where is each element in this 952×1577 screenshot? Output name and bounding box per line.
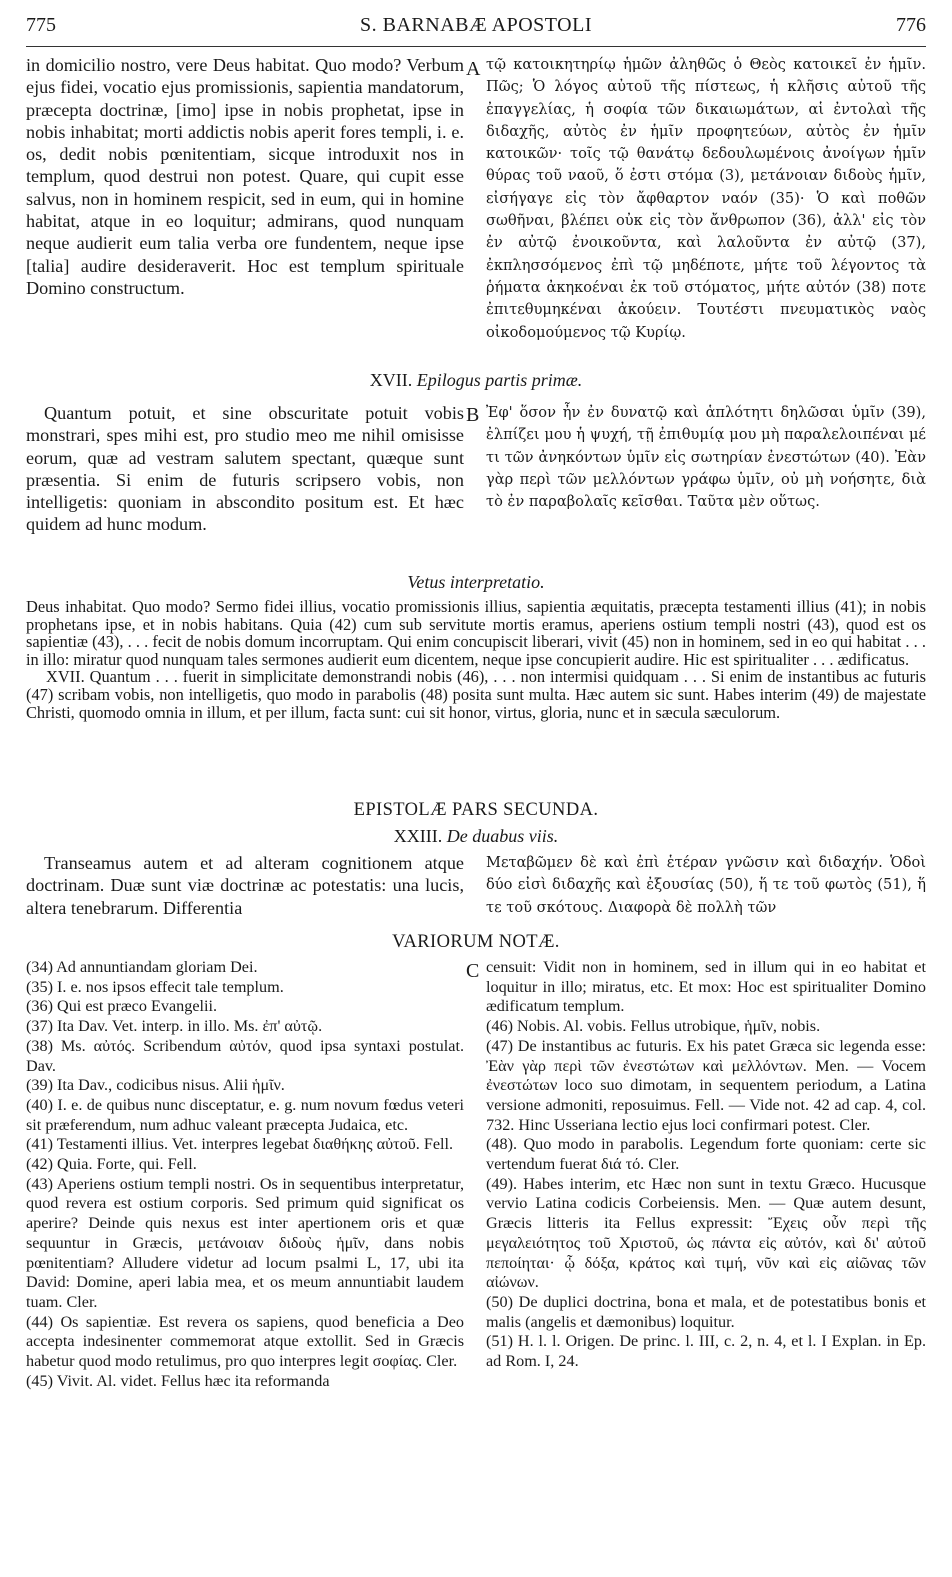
latin-column-section-3 bbox=[26, 852, 464, 919]
footnote: (51) H. l. l. Origen. De princ. l. III, c. 2, n. 4, et l. I Explan. in Ep. ad Rom. I, 24. bbox=[486, 1332, 926, 1371]
latin-column-section-2 bbox=[26, 402, 464, 536]
latin-paragraph: Transeamus autem et ad alteram cognitionem atque doctrinam. Duæ sunt viæ doctrinæ ac potestatis: una lucis, altera tenebrarum. Differentia bbox=[26, 853, 464, 918]
latin-paragraph: in domicilio nostro, vere Deus habitat. Quo modo? Verbum ejus fidei, vocatio ejus promissionis, sapientia mandatorum, præcepta doctrinæ, [imo] ipse in nobis prophetat, ipse in nobis inhabitat; morti addictis nobis aperit fores templi, i. e. os, dedit nobis pœnitentiam, sicque introduxit nos in templum, quod destrui non potest. Quare, qui cupit esse salvus, non in hominem respicit, sed in eum, qui in homine habitat, atque in eo loquitur; admirans, quod nunquam neque audierit eum talia verba ore fundentem, neque ipse [talia] audire desideraverit. Hoc est templum spirituale Domino constructum. bbox=[26, 55, 464, 298]
greek-column-section-1 bbox=[486, 54, 926, 344]
vetus-interpretatio-block bbox=[26, 598, 926, 721]
notes-left-column bbox=[26, 958, 464, 1391]
notes-heading: VARIORUM NOTÆ. bbox=[392, 932, 560, 952]
chapter-title: Epilogus partis primæ. bbox=[416, 370, 583, 390]
footnote: (43) Aperiens ostium templi nostri. Os in sequentibus interpretatur, quod revera est ostium corporis. Sed primum quid significat os aperire? Deinde quis nexus est inter apertionem oris et quæ sequuntur in Græcis, μετάνοιαν διδοὺς ἡμῖν, dans nobis pœnitentiam? Alludere videtur ad locum psalmi L, 17, ubi ita David: Domine, aperi labia mea, et os meum annuntiabit laudem tuam. Cler. bbox=[26, 1174, 464, 1311]
vetus-paragraph-2: XVII. Quantum . . . fuerit in simplicitate demonstrandi nobis (46), . . . non intermisi quidquam . . . Si enim de instantibus ac futuris (47) scribam vobis, non intelligetis, quo modo in parabolis (48) posita sunt multa. Hæc autem sic sunt. Habes interim (49) de majestate Christi, quomodo omnia in illum, et per illum, facta sunt: cui sit honor, virtus, gloria, nunc et in sæcula sæculorum. bbox=[26, 667, 926, 722]
footnote: (47) De instantibus ac futuris. Ex his patet Græca sic legenda esse: Ἐὰν γὰρ περὶ τῶν ἐνεστώτων καὶ μελλόντων. Men. — Vocem ἐνεστώτων loco suo dimotam, in sequentem periodum, a Latina versione admoniti, reposuimus. Fell. — Vide not. 42 ad cap. 4, col. 732. Hinc Usseriana lectio ejus loci confirmari potest. Cler. bbox=[486, 1036, 926, 1134]
right-page-number: 776 bbox=[896, 14, 926, 36]
page-header bbox=[26, 14, 926, 42]
chapter-title: De duabus viis. bbox=[446, 826, 559, 846]
footnote: (35) I. e. nos ipsos effecit tale templum. bbox=[26, 977, 284, 996]
vetus-heading: Vetus interpretatio. bbox=[407, 572, 545, 592]
margin-marker-b: B bbox=[466, 404, 480, 426]
running-title: S. BARNABÆ APOSTOLI bbox=[360, 14, 592, 36]
footnote: (34) Ad annuntiandam gloriam Dei. bbox=[26, 958, 258, 976]
margin-marker-c: C bbox=[466, 960, 480, 982]
margin-marker-a: A bbox=[466, 58, 481, 80]
footnote: (40) I. e. de quibus nunc disceptatur, e. g. num novum fœdus veteri sit præferendum, num adhuc valeant præcepta Judaica, etc. bbox=[26, 1095, 464, 1134]
chapter-heading-xxiii bbox=[0, 826, 952, 847]
latin-column-section-1 bbox=[26, 54, 464, 299]
greek-paragraph: Ἐφ' ὅσον ἦν ἐν δυνατῷ καὶ ἁπλότητι δηλῶσαι ὑμῖν (39), ἐλπίζει μου ἡ ψυχή, τῇ ἐπιθυμίᾳ μου μὴ παραλελοιπέναι μέ τι τῶν ἀνηκόντων ὑμῖν εἰς σωτηρίαν ἐνεστώτων (40). Ἐὰν γὰρ περὶ τῶν μελλόντων γράφω ὑμῖν, οὐ μὴ νοήσητε, διὰ τὸ ἐν παραβολαῖς κεῖσθαι. Ταῦτα μὲν οὕτως. bbox=[486, 404, 926, 511]
greek-paragraph: Μεταβῶμεν δὲ καὶ ἐπὶ ἑτέραν γνῶσιν καὶ διδαχήν. Ὁδοὶ δύο εἰσὶ διδαχῆς καὶ ἐξουσίας (50), ἥ τε τοῦ φωτὸς (51), ἥ τε τοῦ σκότους. Διαφορὰ δὲ πολλὴ τῶν bbox=[486, 854, 926, 916]
footnote: (39) Ita Dav., codicibus nisus. Alii ἡμῖν. bbox=[26, 1076, 285, 1095]
footnote: (36) Qui est præco Evangelii. bbox=[26, 997, 218, 1016]
footnote: (49). Habes interim, etc Hæc non sunt in textu Græco. Hucusque vervio Latina codicis Corbeiensis. Men. — Quæ autem desunt, Græcis litteris ita Fellus expressit: Ἔχεις οὖν περὶ τῆς μεγαλειότητος τοῦ Χριστοῦ, ὡς πάντα εἰς αὐτόν, καὶ δι' αὐτοῦ πεποίηται· ᾧ δόξα, κράτος καὶ τιμή, νῦν καὶ εἰς αἰῶνας τῶν αἰώνων. bbox=[486, 1174, 926, 1292]
footnote: (37) Ita Dav. Vet. interp. in illo. Ms. ἐπ' αὐτῷ. bbox=[26, 1017, 323, 1036]
footnote: (48). Quo modo in parabolis. Legendum forte quoniam: certe sic vertendum fuerat διά τό. Cler. bbox=[486, 1135, 926, 1174]
footnote: (41) Testamenti illius. Vet. interpres legebat διαθήκης αὐτοῦ. Fell. bbox=[26, 1135, 454, 1154]
chapter-number: XXIII. bbox=[393, 826, 443, 846]
greek-column-section-3 bbox=[486, 852, 926, 919]
latin-paragraph: Quantum potuit, et sine obscuritate potuit vobis monstrari, spes mihi est, pro studio meo me nihil omisisse eorum, quæ ad vestram salutem spectant, quæque sunt præsentia. Si enim de futuris scripsero vobis, non intelligetis: quoniam in abscondito positum est. Et hæc quidem ad hunc modum. bbox=[26, 403, 464, 535]
chapter-number: XVII. bbox=[369, 370, 413, 390]
notes-right-column bbox=[486, 958, 926, 1372]
left-page-number: 775 bbox=[26, 14, 56, 36]
vetus-paragraph-1: Deus inhabitat. Quo modo? Sermo fidei illius, vocatio promissionis illius, sapientia æquitatis, præcepta testamenti illius (41); in nobis prophetans ipse, et in nobis habitans. Quia (42) cum sub servitute mortis eramus, aperiens ostium templi nostri (43), quod est os sapientiæ (43), . . . fecit de nobis domum incorruptam. Qui enim concupiscit liberari, vivit (45) non in hominem, sed in eo qui habitat . . . in illo: miratur quod nunquam tales sermones audierit eum dicentem, neque ipse concupierit audire. Hic est spiritualiter . . . ædificatus. bbox=[26, 597, 926, 669]
footnote: (42) Quia. Forte, qui. Fell. bbox=[26, 1155, 197, 1174]
footnote: (45) Vivit. Al. videt. Fellus hæc ita reformanda bbox=[26, 1371, 330, 1390]
greek-column-section-2 bbox=[486, 402, 926, 513]
greek-paragraph: τῷ κατοικητηρίῳ ἡμῶν ἀληθῶς ὁ Θεὸς κατοικεῖ ἐν ἡμῖν. Πῶς; Ὁ λόγος αὐτοῦ τῆς πίστεως, ἡ κλῆσις αὐτοῦ τῆς ἐπαγγελίας, ἡ σοφία τῶν δικαιωμάτων, αἱ ἐντολαὶ τῆς διδαχῆς, αὐτὸς ἐν ἡμῖν προφητεύων, αὐτὸς ἐν ἡμῖν κατοικῶν· τοῖς τῷ θανάτῳ δεδουλωμένοις ἀνοίγων ἡμῖν θύρας τοῦ ναοῦ, ὅ ἐστι στόμα (3), μετάνοιαν διδοὺς ἡμῖν, εἰσήγαγε εἰς τὸν ἄφθαρτον ναόν (35)· Ὁ καὶ ποθῶν σωθῆναι, βλέπει οὐκ εἰς τὸν ἄνθρωπον (36), ἀλλ' εἰς τὸν ἐν αὐτῷ ἐνοικοῦντα, καὶ λαλοῦντα ἐν αὐτῷ (37), ἐκπλησσόμενος ἐπὶ τῷ μηδέποτε, μήτε τοῦ λέγοντος τὰ ῥήματα ἀκηκοέναι ἐκ τοῦ στόματος, μήτε αὐτόν (38) ποτε ἐπιτεθυμηκέναι ἀκούειν. Τουτέστι πνευματικὸς ναὸς οἰκοδομούμενος τῷ Κυρίῳ. bbox=[486, 56, 926, 341]
footnote: (38) Ms. αὐτός. Scribendum αὐτόν, quod ipsa syntaxi postulat. Dav. bbox=[26, 1036, 464, 1075]
header-rule bbox=[26, 46, 926, 47]
chapter-heading-xvii bbox=[0, 370, 952, 391]
footnote: censuit: Vidit non in hominem, sed in illum qui in eo habitat et loquitur in illo; miratus, etc. Et mox: Hoc est spiritualiter Domino ædificatum templum. bbox=[486, 958, 926, 1016]
footnote: (44) Os sapientiæ. Est revera os sapiens, quod beneficia a Deo accepta indesinenter commemorat atque extollit. Sed in Græcis habetur quod modo retulimus, pro quo interpres legit σοφίας. Cler. bbox=[26, 1312, 464, 1371]
part-two-heading: EPISTOLÆ PARS SECUNDA. bbox=[353, 800, 599, 820]
footnote: (46) Nobis. Al. vobis. Fellus utrobique, ἡμῖν, nobis. bbox=[486, 1017, 821, 1036]
footnote: (50) De duplici doctrina, bona et mala, et de potestatibus bonis et malis (angelis et dæmonibus) loquitur. bbox=[486, 1292, 926, 1331]
